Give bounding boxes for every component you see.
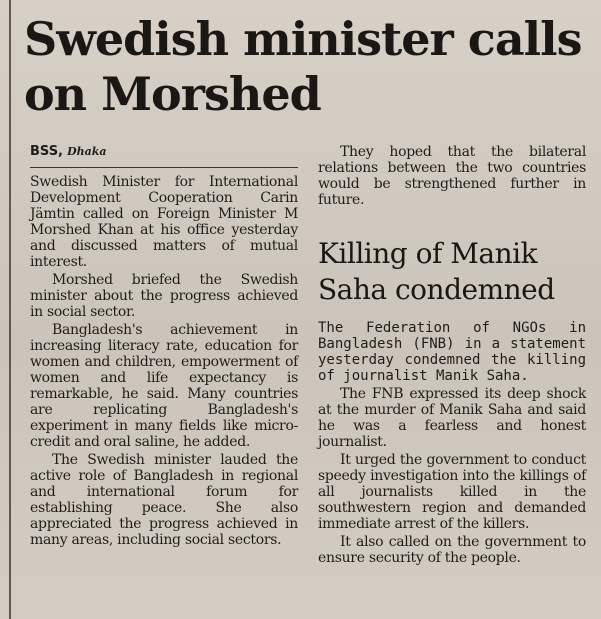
- article-body-left: [30, 174, 298, 550]
- column-rule: [9, 0, 11, 619]
- second-headline: Killing of Manik Saha condemned: [318, 237, 555, 306]
- byline: [30, 144, 300, 160]
- paragraph: The Federation of NGOs in Bangladesh (FNB) in a statement yesterday condemned the killing of journalist Manik Saha.: [318, 320, 586, 384]
- paragraph: The FNB expressed its deep shock at the murder of Manik Saha and said he was a fearless and honest journalist.: [318, 386, 586, 450]
- paragraph: Swedish Minister for International Development Cooperation Carin Jämtin called on Foreign Minister M Morshed Khan at his office yesterday and discussed matters of mutual interest.: [30, 174, 298, 270]
- second-article-body: [318, 320, 586, 568]
- paragraph: It urged the government to conduct speedy investigation into the killings of all journalists killed in the southwestern region and demanded immediate arrest of the killers.: [318, 452, 586, 532]
- byline-city: Dhaka: [67, 145, 107, 158]
- headline: Swedish minister calls on Morshed: [24, 12, 582, 121]
- paragraph: Bangladesh's achievement in increasing literacy rate, education for women and children, empowerment of women and life expectancy is remarkable, he said. Many countries are replicating Bangladesh's experiment in many fields like micro-credit and oral saline, he added.: [30, 322, 298, 450]
- article-body-right: [318, 144, 586, 210]
- paragraph: They hoped that the bilateral relations between the two countries would be strengthened further in future.: [318, 144, 586, 208]
- byline-agency: BSS,: [30, 144, 63, 159]
- paragraph: Morshed briefed the Swedish minister about the progress achieved in social sector.: [30, 272, 298, 320]
- paragraph: The Swedish minister lauded the active role of Bangladesh in regional and international forum for establishing peace. She also appreciated the progress achieved in many areas, including social sectors.: [30, 452, 298, 548]
- byline-divider: [30, 167, 298, 168]
- paragraph: It also called on the government to ensure security of the people.: [318, 534, 586, 566]
